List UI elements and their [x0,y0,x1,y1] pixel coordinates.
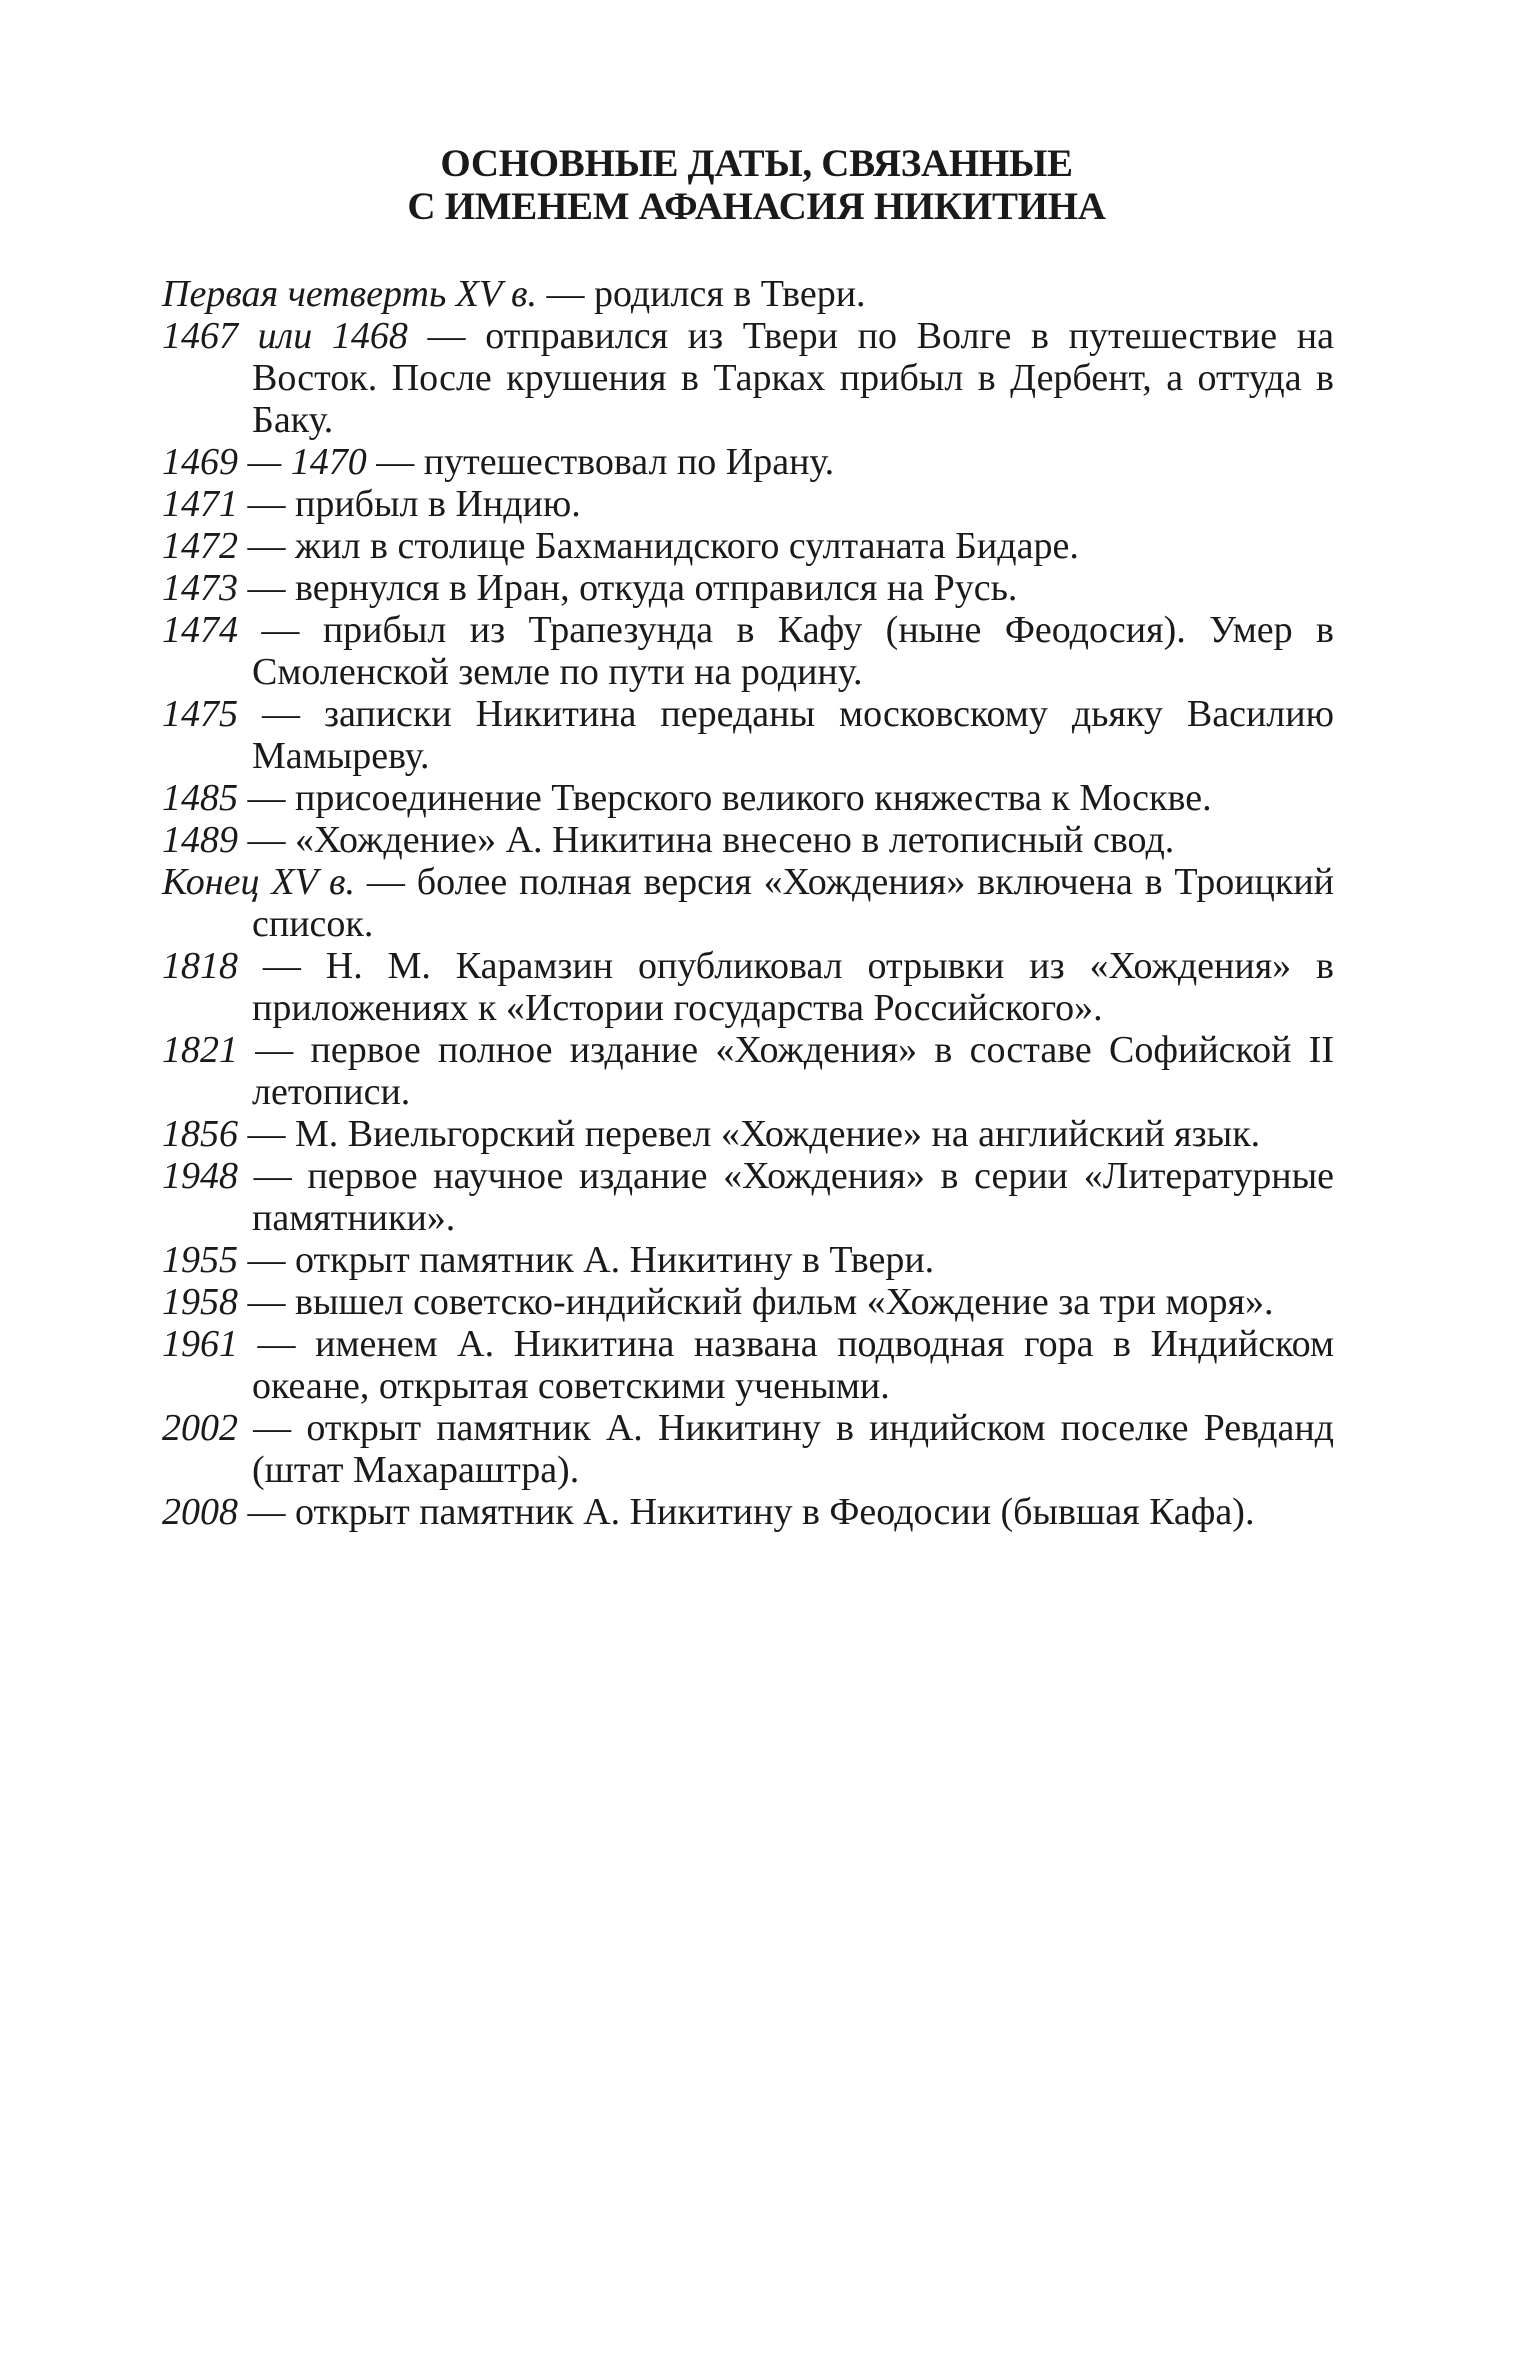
page-title-line-1: ОСНОВНЫЕ ДАТЫ, СВЯЗАННЫЕ [440,142,1073,185]
entry-date: 1467 или 1468 [162,315,408,357]
chronology-entry: 1821 — первое полное издание «Хождения» в составе Софийской II летописи. [162,1029,1334,1113]
entry-date: 1475 [162,693,238,735]
entry-date: 1469 — 1470 [162,441,367,483]
entry-date: Конец XV в. [162,861,355,903]
entry-text: путешествовал по Ирану. [423,441,835,483]
chronology-entry: 1489 — «Хождение» А. Никитина внесено в летописный свод. [162,819,1175,861]
entry-date: 1948 [162,1155,238,1197]
entry-date: Первая четверть XV в. [162,273,537,315]
chronology-list [162,273,1334,1533]
entry-text: вышел советско-индийский фильм «Хождение за три моря». [295,1281,1274,1323]
entry-date: 1958 [162,1281,238,1323]
entry-date: 2008 [162,1491,238,1533]
chronology-entry: 1818 — Н. М. Карамзин опубликовал отрывки из «Хождения» в приложениях к «Истории государства Российского». [162,945,1335,1029]
entry-text: отправился из Твери по Волге в путешествие на Восток. После крушения в Тарках прибыл в Дербент, а оттуда в Баку. [252,315,1334,441]
entry-text: жил в столице Бахманидского султаната Бидаре. [295,525,1079,567]
entry-date: 1474 [162,609,238,651]
entry-date: 1472 [162,525,238,567]
entry-text: вернулся в Иран, откуда отправился на Русь. [295,567,1018,609]
chronology-entry: 1856 — М. Виельгорский перевел «Хождение» на английский язык. [162,1113,1261,1155]
entry-text: Н. М. Карамзин опубликовал отрывки из «Хождения» в приложениях к «Истории государства Российского». [252,945,1335,1029]
chronology-entry: Первая четверть XV в. — родился в Твери. [162,273,866,315]
page-title [0,142,1513,228]
chronology-entry: 1469 — 1470 — путешествовал по Ирану. [162,441,835,483]
chronology-entry: 1948 — первое научное издание «Хождения» в серии «Литературные памятники». [162,1155,1335,1239]
entry-text: присоединение Тверского великого княжества к Москве. [295,777,1212,819]
entry-text: записки Никитина переданы московскому дьяку Василию Мамыреву. [252,693,1334,777]
entry-text: прибыл в Индию. [295,483,581,525]
chronology-entry: 1955 — открыт памятник А. Никитину в Твери. [162,1239,935,1281]
chronology-entry: 1961 — именем А. Никитина названа подводная гора в Индийском океане, открытая советскими учеными. [162,1323,1335,1407]
chronology-entry: 1485 — присоединение Тверского великого княжества к Москве. [162,777,1212,819]
chronology-entry: 2002 — открыт памятник А. Никитину в индийском поселке Ревданд (штат Махараштра). [162,1407,1335,1491]
entry-text: более полная версия «Хождения» включена в Троицкий список. [252,861,1335,945]
chronology-entry: 1467 или 1468 — отправился из Твери по Волге в путешествие на Восток. После крушения в Тарках прибыл в Дербент, а оттуда в Баку. [162,315,1334,441]
entry-text: открыт памятник А. Никитину в индийском поселке Ревданд (штат Махараштра). [252,1407,1335,1491]
entry-date: 1821 [162,1029,238,1071]
entry-date: 1818 [162,945,238,987]
entry-date: 1856 [162,1113,238,1155]
entry-text: «Хождение» А. Никитина внесено в летописный свод. [295,819,1175,861]
entry-date: 1955 [162,1239,238,1281]
chronology-entry: Конец XV в. — более полная версия «Хождения» включена в Троицкий список. [162,861,1335,945]
entry-text: прибыл из Трапезунда в Кафу (ныне Феодосия). Умер в Смоленской земле по пути на родину. [252,609,1334,693]
entry-text: именем А. Никитина названа подводная гора в Индийском океане, открытая советскими учеными. [252,1323,1335,1407]
entry-text: первое полное издание «Хождения» в составе Софийской II летописи. [252,1029,1334,1113]
entry-date: 2002 [162,1407,238,1449]
chronology-entry: 2008 — открыт памятник А. Никитину в Феодосии (бывшая Кафа). [162,1491,1255,1533]
entry-text: родился в Твери. [593,273,866,315]
entry-date: 1473 [162,567,238,609]
chronology-entry: 1958 — вышел советско-индийский фильм «Хождение за три моря». [162,1281,1274,1323]
chronology-entry: 1472 — жил в столице Бахманидского султаната Бидаре. [162,525,1079,567]
entry-date: 1485 [162,777,238,819]
entry-date: 1489 [162,819,238,861]
entry-text: первое научное издание «Хождения» в серии «Литературные памятники». [252,1155,1335,1239]
entry-text: М. Виельгорский перевел «Хождение» на английский язык. [295,1113,1261,1155]
chronology-entry: 1471 — прибыл в Индию. [162,483,581,525]
page-title-line-2: С ИМЕНЕМ АФАНАСИЯ НИКИТИНА [407,185,1106,228]
chronology-entry: 1475 — записки Никитина переданы московскому дьяку Василию Мамыреву. [162,693,1334,777]
entry-date: 1961 [162,1323,238,1365]
entry-text: открыт памятник А. Никитину в Твери. [295,1239,935,1281]
entry-text: открыт памятник А. Никитину в Феодосии (бывшая Кафа). [295,1491,1255,1533]
entry-date: 1471 [162,483,238,525]
chronology-entry: 1474 — прибыл из Трапезунда в Кафу (ныне Феодосия). Умер в Смоленской земле по пути на родину. [162,609,1334,693]
chronology-entry: 1473 — вернулся в Иран, откуда отправился на Русь. [162,567,1018,609]
